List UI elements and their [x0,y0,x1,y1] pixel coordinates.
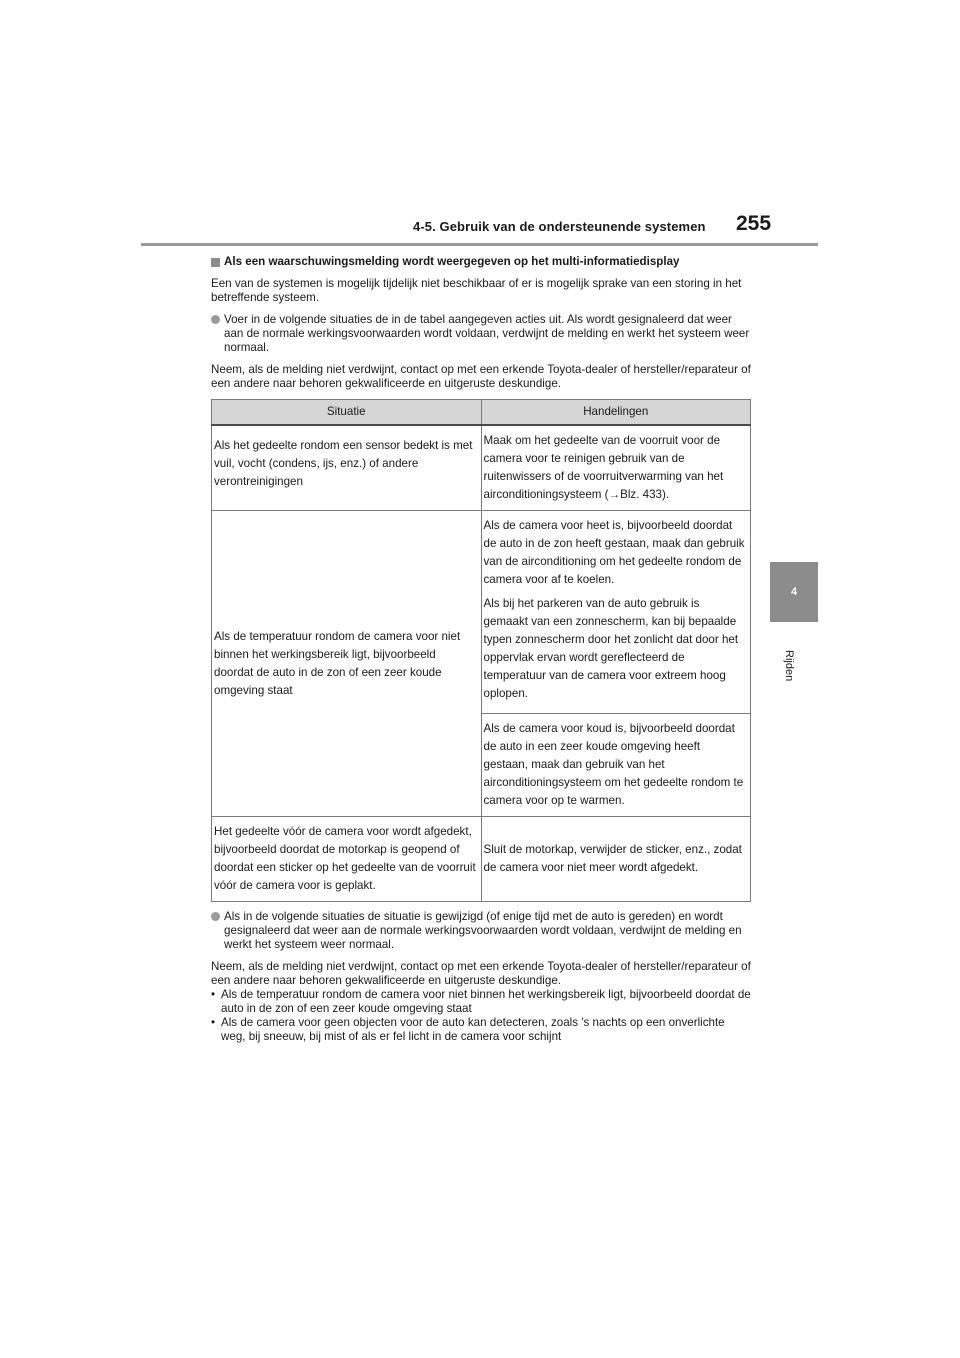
page-number: 255 [736,212,772,235]
round-bullet-icon [211,912,220,921]
list-marker: • [211,988,216,1001]
section-heading: Als een waarschuwingsmelding wordt weergegeven op het multi-informatiedisplay [211,255,751,269]
chapter-label: Rijden [783,650,795,682]
contact-note: Neem, als de melding niet verdwijnt, contact op met een erkende Toyota-dealer of hersteller/reparateur of een andere naar behoren gekwalificeerde en uitgeruste deskundige. [211,363,751,390]
action-cell: Maak om het gedeelte van de voorruit voor de camera voor te reinigen gebruik van de ruitenwissers of de voorruitverwarming van het airconditioningsysteem (→Blz. 433). [481,425,751,511]
list-marker: • [211,1016,216,1029]
table-row [212,511,751,817]
list-item: • Als de temperatuur rondom de camera voor niet binnen het werkingsbereik ligt, bijvoorbeeld doordat de auto in de zon of een zeer koude omgeving staat [211,988,751,1015]
table-header-row [212,400,751,426]
action-text: Als de camera voor heet is, bijvoorbeeld doordat de auto in de zon heeft gestaan, maak dan gebruik van de airconditioning om het gedeelte rondom de camera voor af te koelen. [483,519,745,586]
warning-actions-table [211,399,751,902]
situation-cell: Als het gedeelte rondom een sensor bedekt is met vuil, vocht (condens, ijs, enz.) of andere verontreinigingen [212,425,482,511]
table-row [212,425,751,511]
section-title: 4-5. Gebruik van de ondersteunende systemen [413,219,706,234]
square-bullet-icon [211,258,220,267]
page-content [211,255,751,1044]
round-bullet-icon [211,315,220,324]
contact-note: Neem, als de melding niet verdwijnt, contact op met een erkende Toyota-dealer of hersteller/reparateur of een andere naar behoren gekwalificeerde en uitgeruste deskundige. [211,960,751,987]
chapter-number: 4 [790,586,798,598]
column-header-actions: Handelingen [481,400,751,426]
bullet-item: Als in de volgende situaties de situatie is gewijzigd (of enige tijd met de auto is gereden) en wordt gesignaleerd dat weer aan de normale werkingsvoorwaarden wordt voldaan, verdwijnt de melding en werkt het systeem weer normaal. [211,910,751,952]
header-divider [141,243,818,246]
column-header-situation: Situatie [212,400,482,426]
situation-cell: Het gedeelte vóór de camera voor wordt afgedekt, bijvoorbeeld doordat de motorkap is geopend of doordat een sticker op het gedeelte van de voorruit vóór de camera voor is geplakt. [212,817,482,902]
table-row [212,817,751,902]
action-cell: Sluit de motorkap, verwijder de sticker, enz., zodat de camera voor niet meer wordt afgedekt. [481,817,751,902]
chapter-tab [770,562,818,622]
bullet-item: Voer in de volgende situaties de in de tabel aangegeven acties uit. Als wordt gesignaleerd dat weer aan de normale werkingsvoorwaarden wordt voldaan, verdwijnt de melding en werkt het systeem weer normaal. [211,313,751,355]
intro-paragraph: Een van de systemen is mogelijk tijdelijk niet beschikbaar of er is mogelijk sprake van een storing in het betreffende systeem. [211,277,742,304]
action-text: Als bij het parkeren van de auto gebruik is gemaakt van een zonnescherm, kan bij bepaalde typen zonnescherm door het zonlicht dat door het oppervlak ervan wordt gereflecteerd de temperatuur van de camera voor extreem hoog oplopen. [483,597,739,700]
list-item: • Als de camera voor geen objecten voor de auto kan detecteren, zoals 's nachts op een onverlichte weg, bij sneeuw, bij mist of als er fel licht in de camera voor schijnt [211,1016,725,1043]
action-text: Als de camera voor koud is, bijvoorbeeld doordat de auto in een zeer koude omgeving heeft gestaan, maak dan gebruik van het airconditioningsysteem om het gedeelte rondom te camera voor op te warmen. [482,713,751,816]
action-cell [481,511,751,817]
situation-cell: Als de temperatuur rondom de camera voor niet binnen het werkingsbereik ligt, bijvoorbeeld doordat de auto in de zon of een zeer koude omgeving staat [212,511,482,817]
